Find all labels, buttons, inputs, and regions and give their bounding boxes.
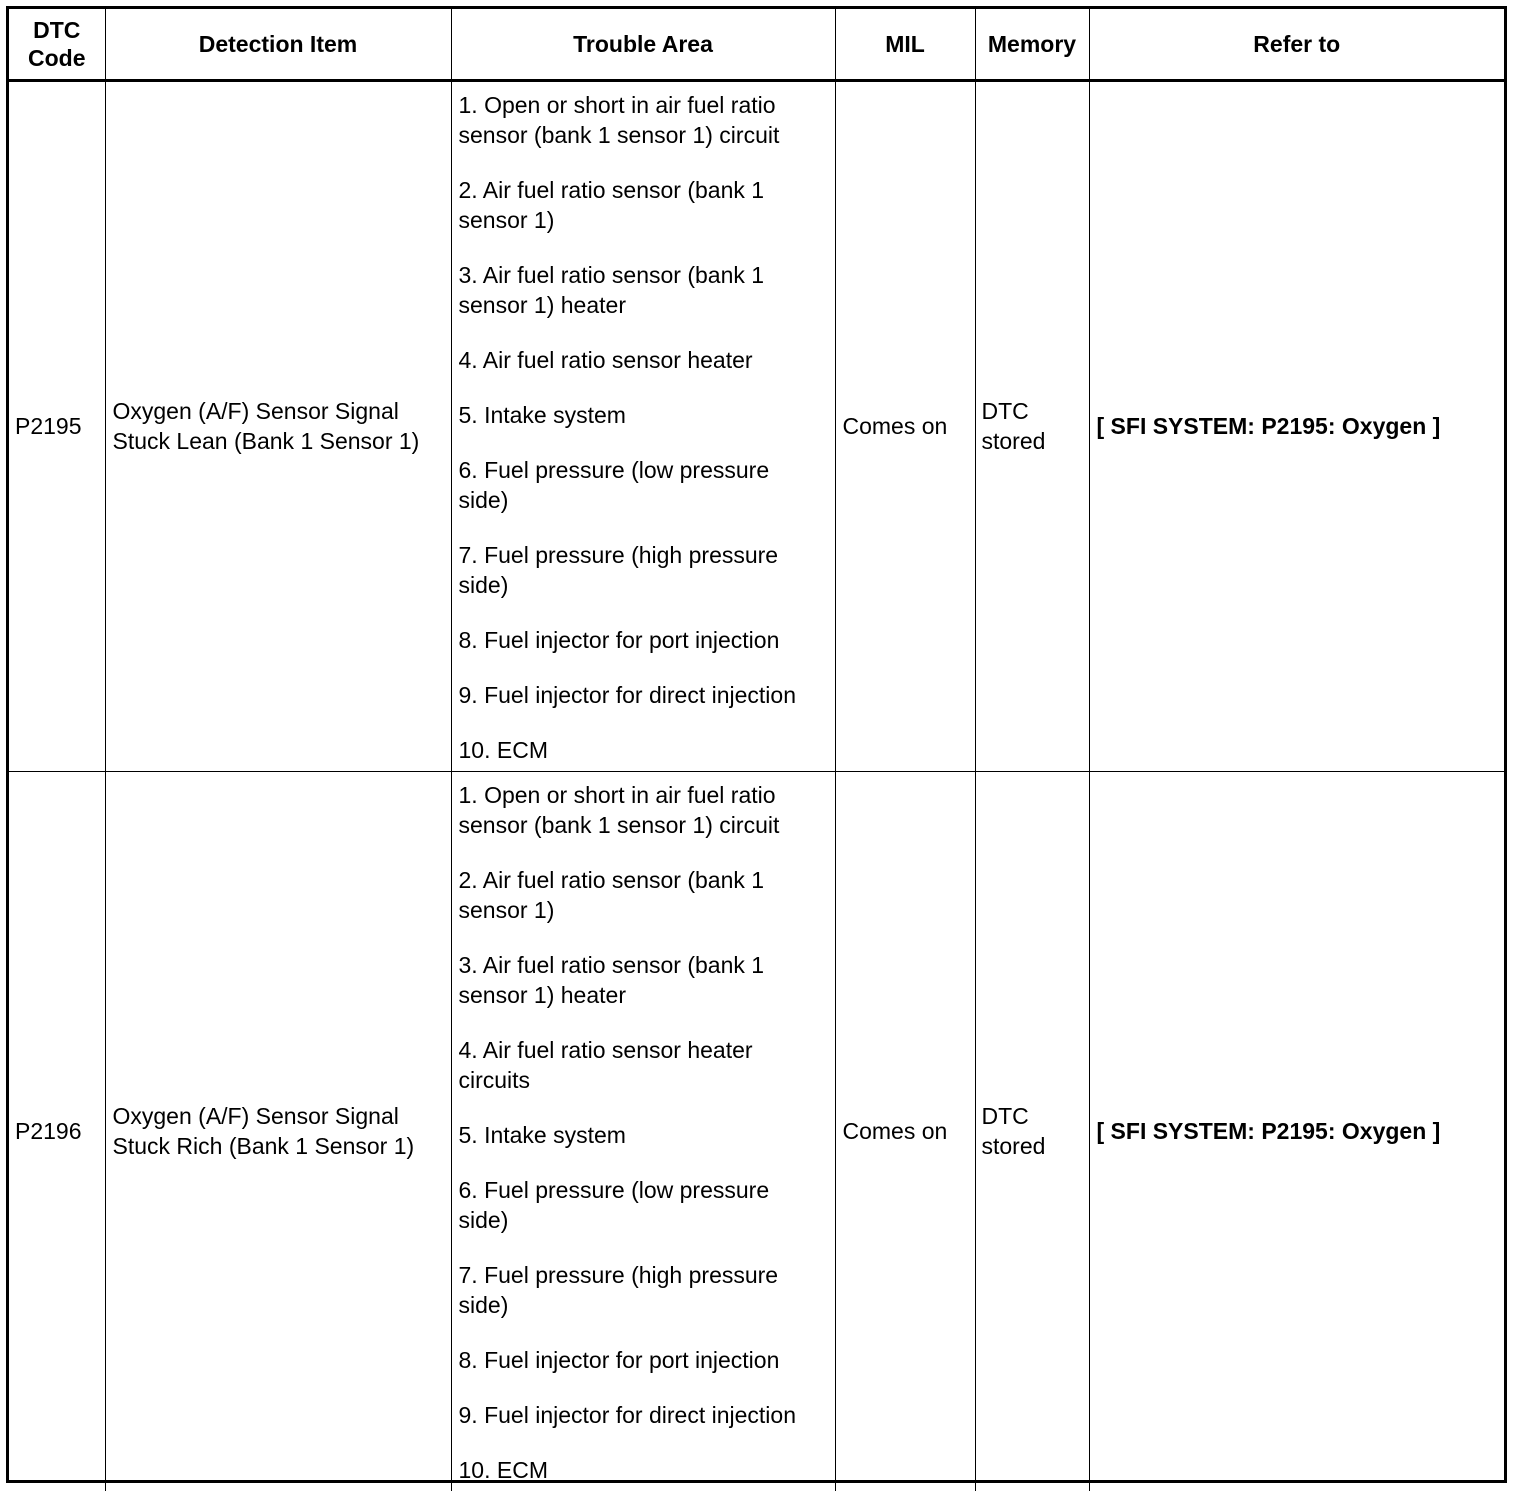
trouble-area-item <box>459 1400 835 1430</box>
trouble-area-item <box>459 1120 835 1150</box>
trouble-area-item <box>459 865 835 925</box>
trouble-area-line: circuits <box>458 1066 531 1093</box>
trouble-area-item <box>459 1455 835 1485</box>
trouble-area-item <box>459 90 835 150</box>
dtc-code-cell: P2196 <box>9 771 105 1491</box>
memory-line: stored <box>981 1133 1046 1159</box>
refer-to-link[interactable]: [ SFI SYSTEM: P2195: Oxygen ] <box>1089 771 1504 1491</box>
trouble-area-line: 4. Air fuel ratio sensor heater <box>458 1036 753 1063</box>
memory-line: stored <box>981 428 1046 454</box>
header-trouble-area: Trouble Area <box>451 9 835 80</box>
trouble-area-line: sensor 1) heater <box>458 291 626 318</box>
trouble-area-line: 4. Air fuel ratio sensor heater <box>458 346 753 373</box>
detection-item-cell <box>105 80 451 771</box>
trouble-area-line: 1. Open or short in air fuel ratio <box>458 91 776 118</box>
trouble-area-line: 6. Fuel pressure (low pressure <box>458 1176 770 1203</box>
trouble-area-item <box>459 1035 835 1095</box>
trouble-area-line: side) <box>458 1291 509 1318</box>
dtc-code-cell: P2195 <box>9 80 105 771</box>
header-refer-to: Refer to <box>1089 9 1504 80</box>
trouble-area-line: 8. Fuel injector for port injection <box>458 1346 780 1373</box>
trouble-area-line: side) <box>458 571 509 598</box>
table-row <box>9 771 1504 1491</box>
detection-item-cell <box>105 771 451 1491</box>
header-detection-item: Detection Item <box>105 9 451 80</box>
trouble-area-line: 6. Fuel pressure (low pressure <box>458 456 770 483</box>
trouble-area-line: sensor 1) <box>458 896 555 923</box>
trouble-area-line: 2. Air fuel ratio sensor (bank 1 <box>458 176 765 203</box>
trouble-area-item <box>459 260 835 320</box>
trouble-area-line: sensor (bank 1 sensor 1) circuit <box>458 811 780 838</box>
header-row <box>9 9 1504 80</box>
refer-to-link[interactable]: [ SFI SYSTEM: P2195: Oxygen ] <box>1089 80 1504 771</box>
trouble-area-cell <box>451 771 835 1491</box>
trouble-area-line: 5. Intake system <box>458 401 626 428</box>
trouble-area-item <box>459 680 835 710</box>
trouble-area-item <box>459 780 835 840</box>
header-dtc-code <box>9 9 105 80</box>
detection-item-line: Oxygen (A/F) Sensor Signal <box>112 398 399 424</box>
trouble-area-item <box>459 540 835 600</box>
trouble-area-cell <box>451 80 835 771</box>
trouble-area-line: sensor 1) heater <box>458 981 626 1008</box>
header-mil: MIL <box>835 9 975 80</box>
detection-item-line: Stuck Lean (Bank 1 Sensor 1) <box>112 428 420 454</box>
trouble-area-line: 3. Air fuel ratio sensor (bank 1 <box>458 951 765 978</box>
memory-cell <box>975 80 1089 771</box>
trouble-area-line: 7. Fuel pressure (high pressure <box>458 1261 779 1288</box>
detection-item-line: Stuck Rich (Bank 1 Sensor 1) <box>112 1133 415 1159</box>
trouble-area-list <box>459 90 835 765</box>
trouble-area-line: 10. ECM <box>458 1456 548 1483</box>
trouble-area-item <box>459 950 835 1010</box>
mil-cell: Comes on <box>835 80 975 771</box>
trouble-area-line: 7. Fuel pressure (high pressure <box>458 541 779 568</box>
trouble-area-line: side) <box>458 486 509 513</box>
header-dtc-code-line1: DTC <box>33 16 81 43</box>
trouble-area-item <box>459 1260 835 1320</box>
trouble-area-item <box>459 455 835 515</box>
trouble-area-item <box>459 625 835 655</box>
trouble-area-line: 5. Intake system <box>458 1121 626 1148</box>
trouble-area-line: 9. Fuel injector for direct injection <box>458 681 796 708</box>
trouble-area-list <box>459 780 835 1485</box>
trouble-area-line: sensor (bank 1 sensor 1) circuit <box>458 121 780 148</box>
table-row <box>9 80 1504 771</box>
trouble-area-line: 8. Fuel injector for port injection <box>458 626 780 653</box>
memory-line: DTC <box>981 1103 1029 1129</box>
trouble-area-line: 10. ECM <box>458 736 548 763</box>
trouble-area-line: 1. Open or short in air fuel ratio <box>458 781 776 808</box>
memory-cell <box>975 771 1089 1491</box>
trouble-area-item <box>459 735 835 765</box>
trouble-area-line: side) <box>458 1206 509 1233</box>
trouble-area-line: 2. Air fuel ratio sensor (bank 1 <box>458 866 765 893</box>
header-memory: Memory <box>975 9 1089 80</box>
trouble-area-item <box>459 345 835 375</box>
trouble-area-line: 3. Air fuel ratio sensor (bank 1 <box>458 261 765 288</box>
dtc-table <box>9 9 1504 1491</box>
trouble-area-item <box>459 1345 835 1375</box>
memory-line: DTC <box>981 398 1029 424</box>
dtc-table-frame <box>6 6 1507 1483</box>
trouble-area-item <box>459 175 835 235</box>
detection-item-line: Oxygen (A/F) Sensor Signal <box>112 1103 399 1129</box>
trouble-area-item <box>459 1175 835 1235</box>
trouble-area-line: sensor 1) <box>458 206 555 233</box>
header-dtc-code-line2: Code <box>28 44 86 71</box>
mil-cell: Comes on <box>835 771 975 1491</box>
trouble-area-item <box>459 400 835 430</box>
trouble-area-line: 9. Fuel injector for direct injection <box>458 1401 796 1428</box>
